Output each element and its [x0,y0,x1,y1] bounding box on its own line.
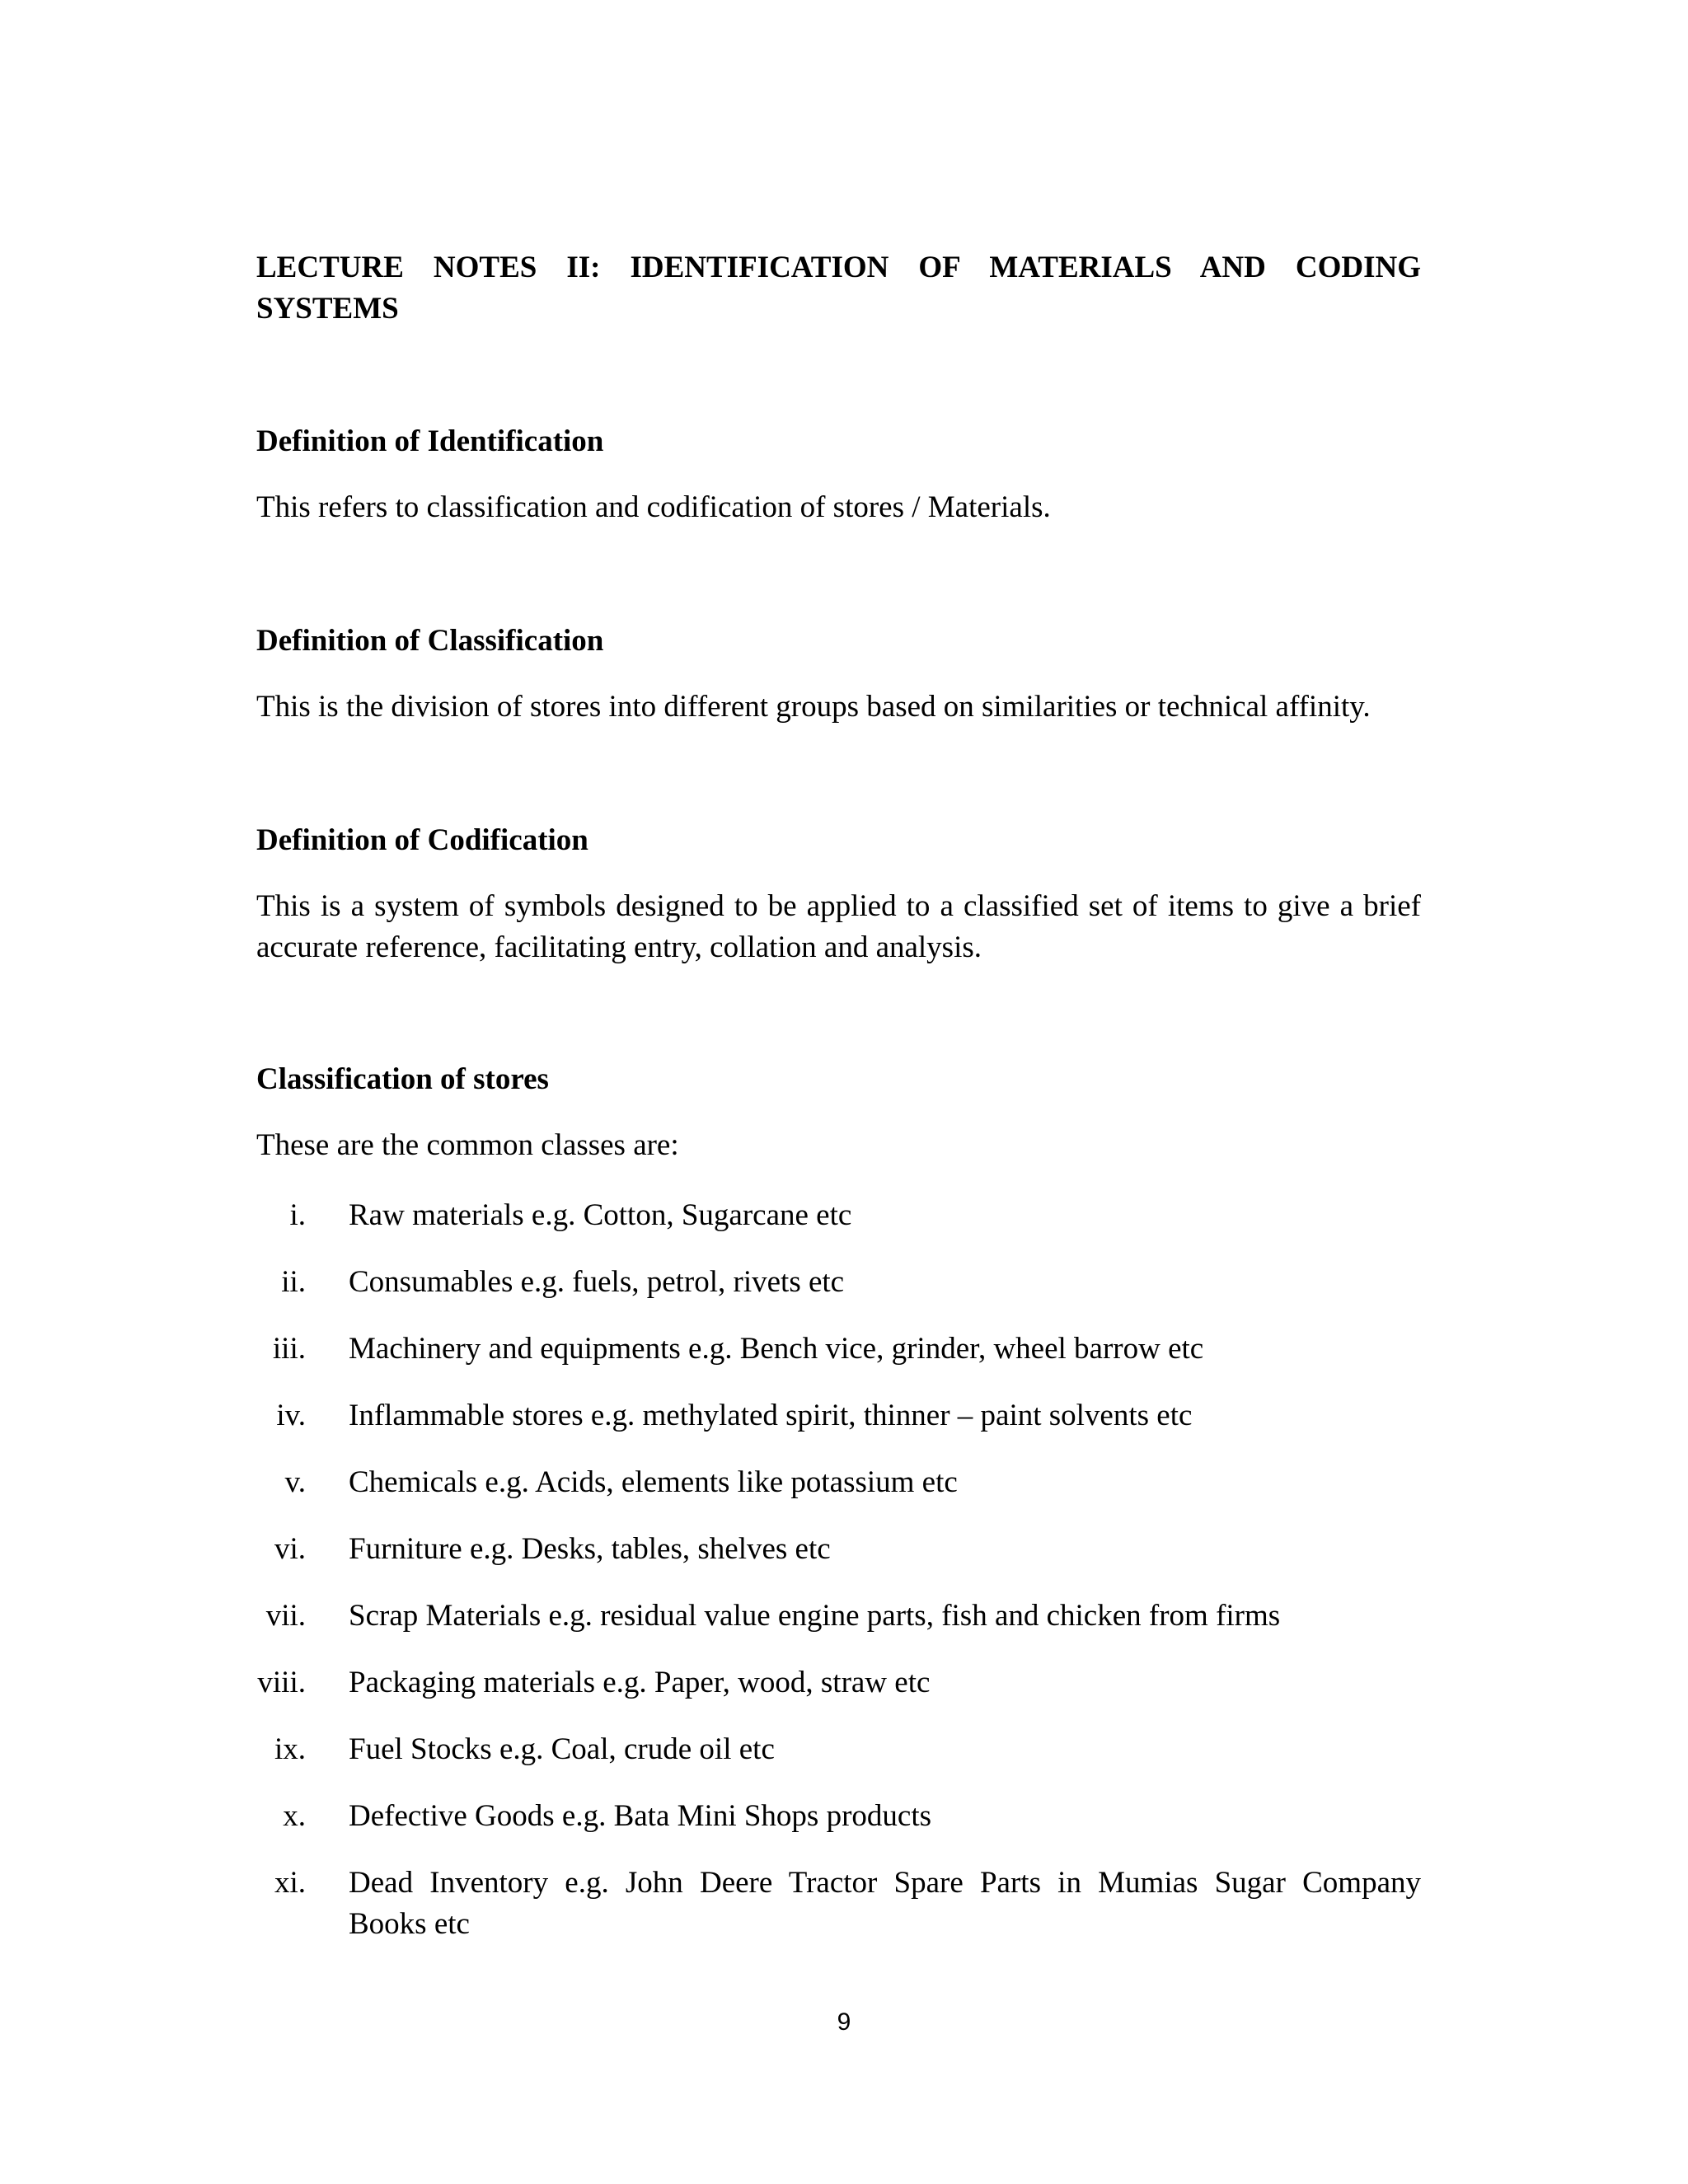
list-item [256,1796,1421,1863]
list-item-number: x. [283,1799,306,1833]
page-title-line-2: SYSTEMS [256,292,399,326]
page-title-line-1: LECTURE NOTES II: IDENTIFICATION OF MATERIALS AND CODING [256,251,1421,284]
list-item-number: vii. [265,1599,306,1633]
list-item-number: xi. [274,1866,306,1900]
list-item [256,1596,1421,1662]
list-item-text-line-1: Dead Inventory e.g. John Deere Tractor Spare Parts in Mumias Sugar Company [349,1866,1421,1900]
paragraph-codification-line-1: This is a system of symbols designed to be applied to a classified set of items to give a brief [256,889,1421,923]
list-item [256,1529,1421,1596]
page-title [256,247,1421,330]
list-item-text: Chemicals e.g. Acids, elements like potassium etc [349,1465,958,1499]
list-item-text: Fuel Stocks e.g. Coal, crude oil etc [349,1732,775,1766]
list-item [256,1262,1421,1329]
list-item [256,1195,1421,1262]
list-item-number: i. [289,1198,306,1232]
heading-classification: Definition of Classification [256,624,604,658]
list-item-text: Consumables e.g. fuels, petrol, rivets etc [349,1265,845,1299]
list-item-text-line-2: Books etc [349,1907,470,1941]
paragraph-identification: This refers to classification and codification of stores / Materials. [256,490,1051,524]
list-item-number: vi. [274,1532,306,1566]
list-item-number: v. [284,1465,306,1499]
list-item-number: ix. [274,1732,306,1766]
list-item-text: Scrap Materials e.g. residual value engine parts, fish and chicken from firms [349,1599,1281,1633]
list-item [256,1729,1421,1796]
paragraph-codification [256,886,1421,968]
page-number: 9 [837,2008,851,2036]
list-item-text: Defective Goods e.g. Bata Mini Shops products [349,1799,931,1833]
heading-identification: Definition of Identification [256,424,604,458]
heading-classification-of-stores: Classification of stores [256,1062,549,1096]
list-item [256,1863,1421,1941]
list-item-number: iii. [272,1332,306,1366]
paragraph-stores-intro: These are the common classes are: [256,1128,679,1162]
list-item [256,1662,1421,1729]
list-item [256,1329,1421,1395]
list-item-number: viii. [257,1666,306,1699]
list-item-text: Machinery and equipments e.g. Bench vice, grinder, wheel barrow etc [349,1332,1204,1366]
list-item-text: Inflammable stores e.g. methylated spirit, thinner – paint solvents etc [349,1399,1193,1432]
list-item-text: Furniture e.g. Desks, tables, shelves etc [349,1532,831,1566]
list-item-text: Packaging materials e.g. Paper, wood, straw etc [349,1666,931,1699]
list-item [256,1462,1421,1529]
paragraph-codification-line-2: accurate reference, facilitating entry, collation and analysis. [256,930,982,964]
paragraph-classification: This is the division of stores into different groups based on similarities or technical affinity. [256,690,1371,724]
list-item [256,1395,1421,1462]
stores-class-list [256,1195,1421,1941]
heading-codification: Definition of Codification [256,823,588,857]
list-item-text: Raw materials e.g. Cotton, Sugarcane etc [349,1198,852,1232]
list-item-number: ii. [281,1265,306,1299]
list-item-number: iv. [276,1399,306,1432]
list-item-text [349,1863,1421,1945]
